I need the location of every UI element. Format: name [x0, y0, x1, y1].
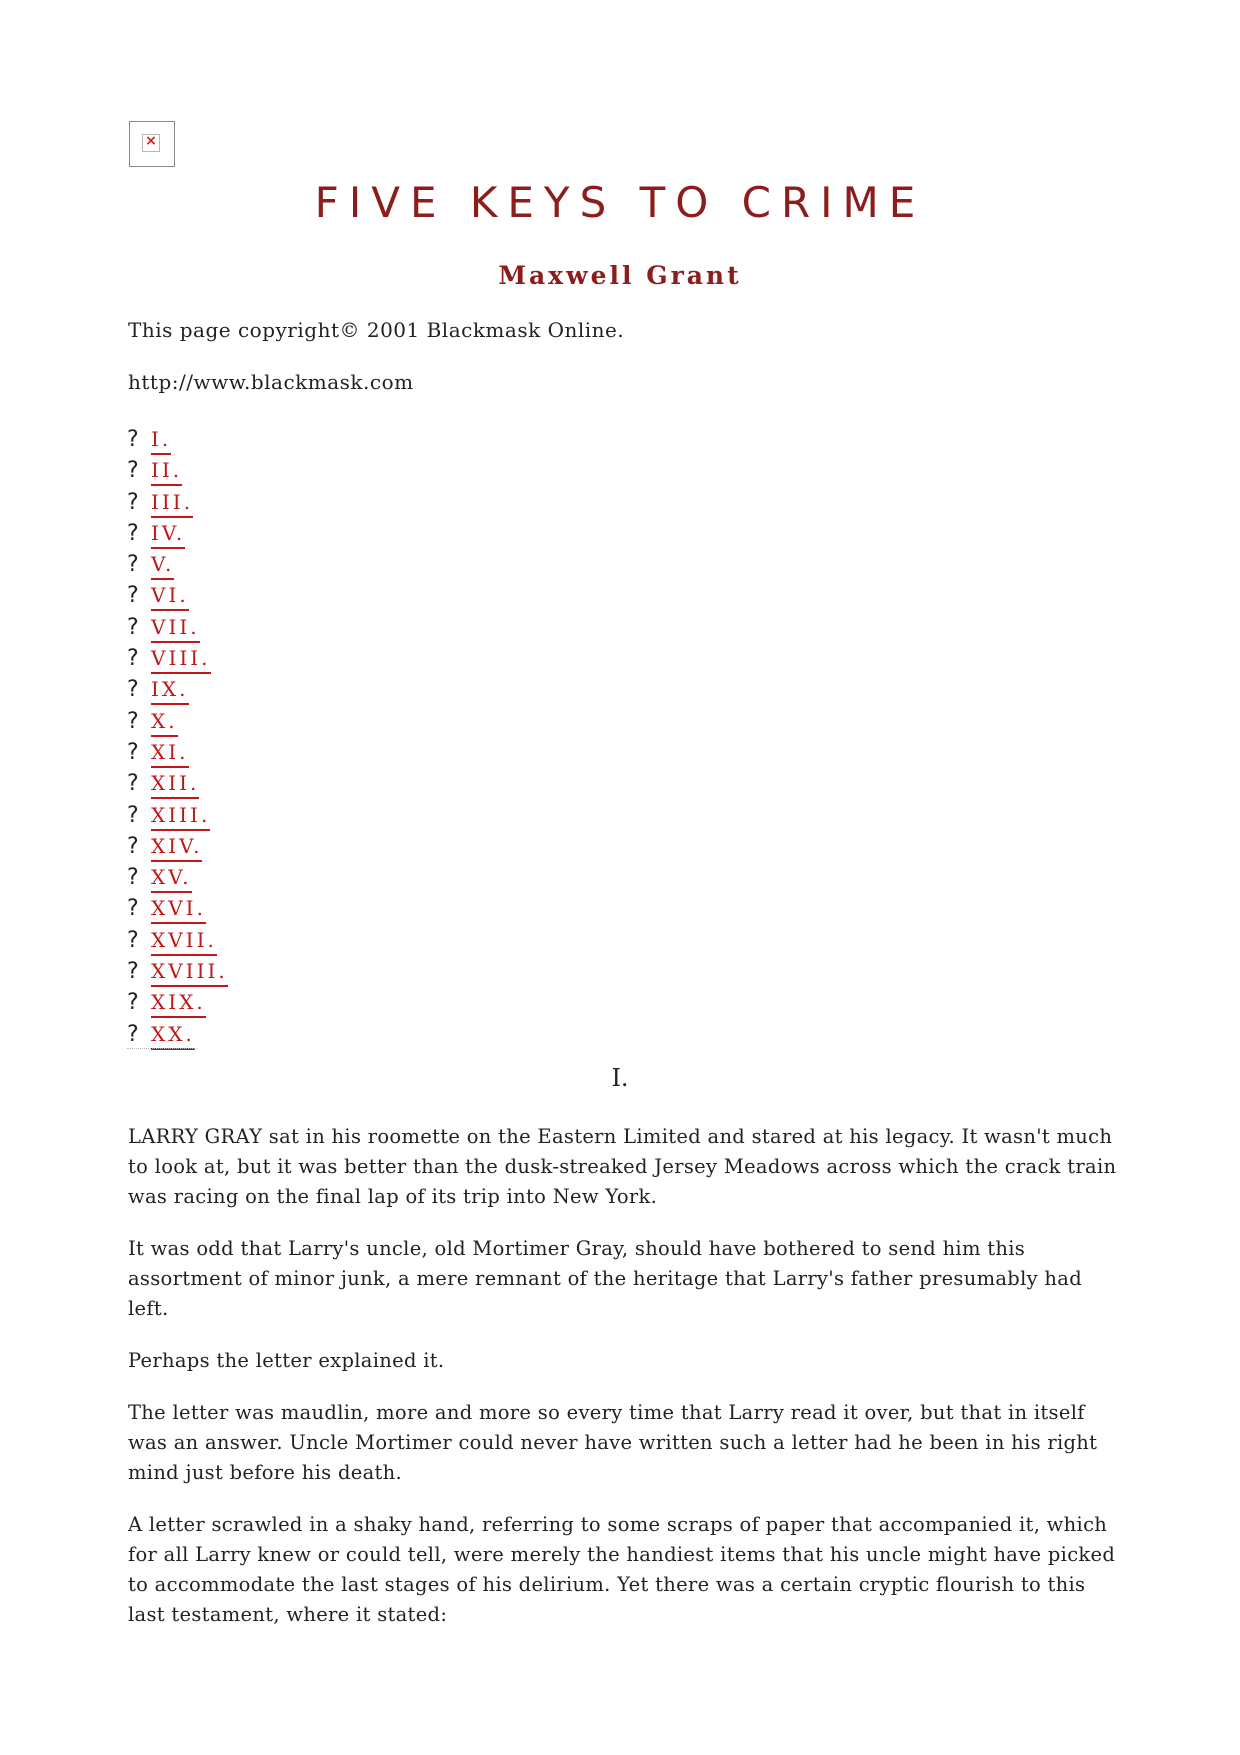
toc-bullet: ? [127, 520, 139, 546]
toc-item [127, 925, 228, 956]
toc-bullet: ? [127, 552, 139, 578]
toc-bullet: ? [127, 583, 139, 609]
toc-item [127, 424, 228, 455]
toc-item [127, 1019, 228, 1050]
toc-bullet: ? [127, 739, 139, 765]
toc-bullet: ? [127, 802, 139, 828]
toc-bullet: ? [127, 865, 139, 891]
toc-item [127, 549, 228, 580]
document-author: Maxwell Grant [498, 261, 742, 290]
toc-link[interactable]: IX. [151, 677, 189, 705]
toc-link[interactable]: III. [151, 490, 193, 518]
toc-link[interactable]: VII. [151, 615, 200, 643]
toc-bullet: ? [127, 990, 139, 1016]
copyright-notice: This page copyright© 2001 Blackmask Online. [128, 318, 625, 342]
toc-divider [127, 1048, 197, 1052]
chapter-heading: I. [611, 1064, 629, 1092]
site-url: http://www.blackmask.com [128, 370, 414, 394]
toc-bullet: ? [127, 646, 139, 672]
toc-item [127, 737, 228, 768]
document-title: FIVE KEYS TO CRIME [314, 178, 926, 227]
toc-bullet: ? [127, 677, 139, 703]
broken-image-placeholder [129, 121, 175, 167]
toc-item [127, 674, 228, 705]
toc-item [127, 956, 228, 987]
body-paragraph: Perhaps the letter explained it. [128, 1349, 445, 1372]
toc-link[interactable]: XIII. [151, 803, 210, 831]
body-paragraph: It was odd that Larry's uncle, old Mortimer Gray, should have bothered to send him this assortment of minor junk, a mere remnant of the heritage that Larry's father presumably had left. [128, 1237, 1082, 1320]
toc-item [127, 831, 228, 862]
toc-item [127, 768, 228, 799]
table-of-contents [127, 424, 228, 1050]
toc-link[interactable]: X. [151, 709, 178, 737]
toc-bullet: ? [127, 614, 139, 640]
toc-bullet: ? [127, 896, 139, 922]
toc-item [127, 862, 228, 893]
toc-item [127, 487, 228, 518]
toc-link[interactable]: XIX. [151, 990, 206, 1018]
toc-link[interactable]: XVII. [151, 928, 217, 956]
toc-bullet: ? [127, 427, 139, 452]
toc-item [127, 580, 228, 611]
toc-link[interactable]: VI. [151, 583, 189, 611]
toc-bullet: ? [127, 959, 139, 985]
toc-item [127, 518, 228, 549]
body-paragraph: LARRY GRAY sat in his roomette on the Eastern Limited and stared at his legacy. It wasn't much to look at, but it was better than the dusk-streaked Jersey Meadows across which the crack train was racing on the final lap of its trip into New York. [128, 1125, 1117, 1208]
toc-item [127, 455, 228, 486]
toc-link[interactable]: XII. [151, 771, 199, 799]
toc-bullet: ? [127, 771, 139, 797]
toc-item [127, 706, 228, 737]
toc-link[interactable]: XIV. [151, 834, 202, 862]
toc-link[interactable]: II. [151, 458, 182, 486]
toc-item [127, 643, 228, 674]
toc-bullet: ? [127, 1021, 139, 1047]
toc-bullet: ? [127, 708, 139, 734]
toc-link[interactable]: XX. [151, 1022, 195, 1050]
chapter-body [128, 1122, 1118, 1652]
toc-link[interactable]: VIII. [151, 646, 211, 674]
broken-image-icon: × [142, 134, 160, 152]
toc-link[interactable]: I. [151, 427, 171, 455]
toc-link[interactable]: XVIII. [151, 959, 228, 987]
toc-bullet: ? [127, 489, 139, 515]
toc-item [127, 612, 228, 643]
toc-link[interactable]: XVI. [151, 896, 206, 924]
toc-link[interactable]: XI. [151, 740, 189, 768]
toc-item [127, 893, 228, 924]
toc-link[interactable]: V. [151, 552, 174, 580]
toc-bullet: ? [127, 458, 139, 484]
toc-bullet: ? [127, 927, 139, 953]
body-paragraph: The letter was maudlin, more and more so every time that Larry read it over, but that in itself was an answer. Uncle Mortimer could never have written such a letter had he been in his right mind just before his death. [128, 1401, 1098, 1484]
toc-item [127, 800, 228, 831]
toc-bullet: ? [127, 833, 139, 859]
toc-item [127, 987, 228, 1018]
toc-link[interactable]: XV. [151, 865, 192, 893]
toc-link[interactable]: IV. [151, 521, 185, 549]
body-paragraph: A letter scrawled in a shaky hand, referring to some scraps of paper that accompanied it, which for all Larry knew or could tell, were merely the handiest items that his uncle might have picked to accommodate the last stages of his delirium. Yet there was a certain cryptic flourish to this last testament, where it stated: [128, 1513, 1116, 1626]
